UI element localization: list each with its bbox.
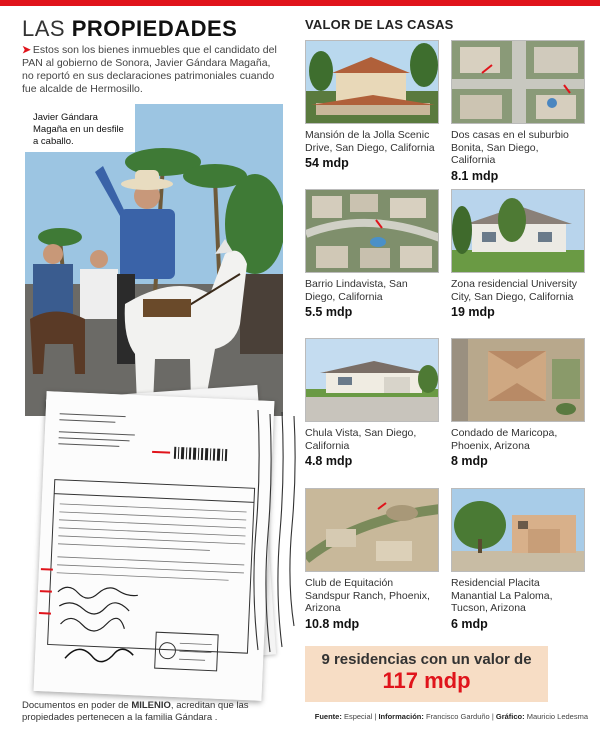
credits-line: Fuente: Especial | Información: Francisco Garduño | Gráfico: Mauricio Ledesma: [314, 712, 588, 721]
mansion-photo-illustration: [306, 41, 439, 124]
intro-text: [22, 44, 280, 96]
property-photo: [451, 40, 585, 124]
houses-section-title: VALOR DE LAS CASAS: [305, 17, 454, 32]
property-photo: [451, 189, 585, 273]
property-name: Residencial Placita Manantial La Paloma, Tucson, Arizona: [451, 577, 553, 614]
total-label: 9 residencias con un valor de: [321, 651, 532, 668]
property-photo: [451, 488, 585, 572]
legal-documents: [34, 391, 275, 701]
graphic-value: Mauricio Ledesma: [526, 712, 588, 721]
property-price: 5.5 mdp: [305, 305, 353, 319]
property-photo: [451, 338, 585, 422]
property-photo: [305, 40, 439, 124]
aerial-photo-illustration: [452, 41, 585, 124]
source-label: Fuente:: [314, 712, 342, 721]
property-card: [305, 40, 439, 170]
property-price: 10.8 mdp: [305, 616, 360, 631]
property-card: [451, 488, 585, 631]
documents-caption-post: , acreditan que las propiedades pertenecen a la familia Gándara .: [22, 700, 249, 723]
photo-caption: Javier Gándara Magaña en un desfile a caballo.: [33, 112, 124, 147]
property-card: [305, 488, 439, 631]
property-price: 19 mdp: [451, 305, 495, 319]
property-name: Chula Vista, San Diego, California: [305, 427, 417, 452]
property-card: [451, 338, 585, 468]
property-card: [305, 189, 439, 319]
house-photo-illustration: [452, 190, 585, 273]
house-photo-illustration: [452, 489, 585, 572]
intro-body: Estos son los bienes inmuebles que el candidato del PAN al gobierno de Sonora, Javier Gándara Magaña, no reportó en sus declaraciones patrimoniales cuando fue alcalde de Hermosillo.: [22, 44, 277, 95]
documents-caption-brand: MILENIO: [131, 700, 171, 711]
property-card: [305, 338, 439, 468]
house-photo-illustration: [306, 339, 439, 422]
aerial-photo-illustration: [306, 190, 439, 273]
documents-caption-pre: Documentos en poder de: [22, 700, 132, 711]
document-scan-illustration: [34, 391, 275, 701]
page-title: [22, 16, 237, 42]
bullet-arrow-icon: ➤: [22, 44, 31, 56]
parade-photo-illustration: [25, 104, 283, 416]
aerial-photo-illustration: [306, 489, 439, 572]
property-price: 6 mdp: [451, 616, 488, 631]
property-name: Barrio Lindavista, San Diego, California: [305, 278, 408, 303]
title-light: LAS: [22, 16, 72, 41]
property-photo: [305, 189, 439, 273]
total-value-box: [305, 646, 548, 702]
property-name: Mansión de la Jolla Scenic Drive, San Diego, California: [305, 129, 435, 154]
title-bold: PROPIEDADES: [71, 16, 238, 41]
info-label: Información:: [378, 712, 424, 721]
documents-caption: [22, 700, 282, 724]
property-name: Dos casas en el suburbio Bonita, San Diego, California: [451, 129, 569, 166]
property-name: Club de Equitación Sandspur Ranch, Phoenix, Arizona: [305, 577, 430, 614]
source-value: Especial: [343, 712, 373, 721]
property-card: [451, 40, 585, 183]
info-value: Francisco Garduño: [425, 712, 490, 721]
property-price: 8 mdp: [451, 454, 488, 468]
top-red-rule: [0, 0, 600, 6]
total-value: 117 mdp: [382, 668, 471, 693]
property-price: 8.1 mdp: [451, 168, 499, 183]
property-name: Zona residencial University City, San Diego, California: [451, 278, 578, 303]
property-card: [451, 189, 585, 319]
property-name: Condado de Maricopa, Phoenix, Arizona: [451, 427, 558, 452]
property-price: 54 mdp: [305, 156, 349, 170]
property-price: 4.8 mdp: [305, 454, 353, 468]
property-photo: [305, 338, 439, 422]
graphic-label: Gráfico:: [495, 712, 525, 721]
aerial-photo-illustration: [452, 339, 585, 422]
parade-photo: [25, 104, 283, 416]
property-photo: [305, 488, 439, 572]
